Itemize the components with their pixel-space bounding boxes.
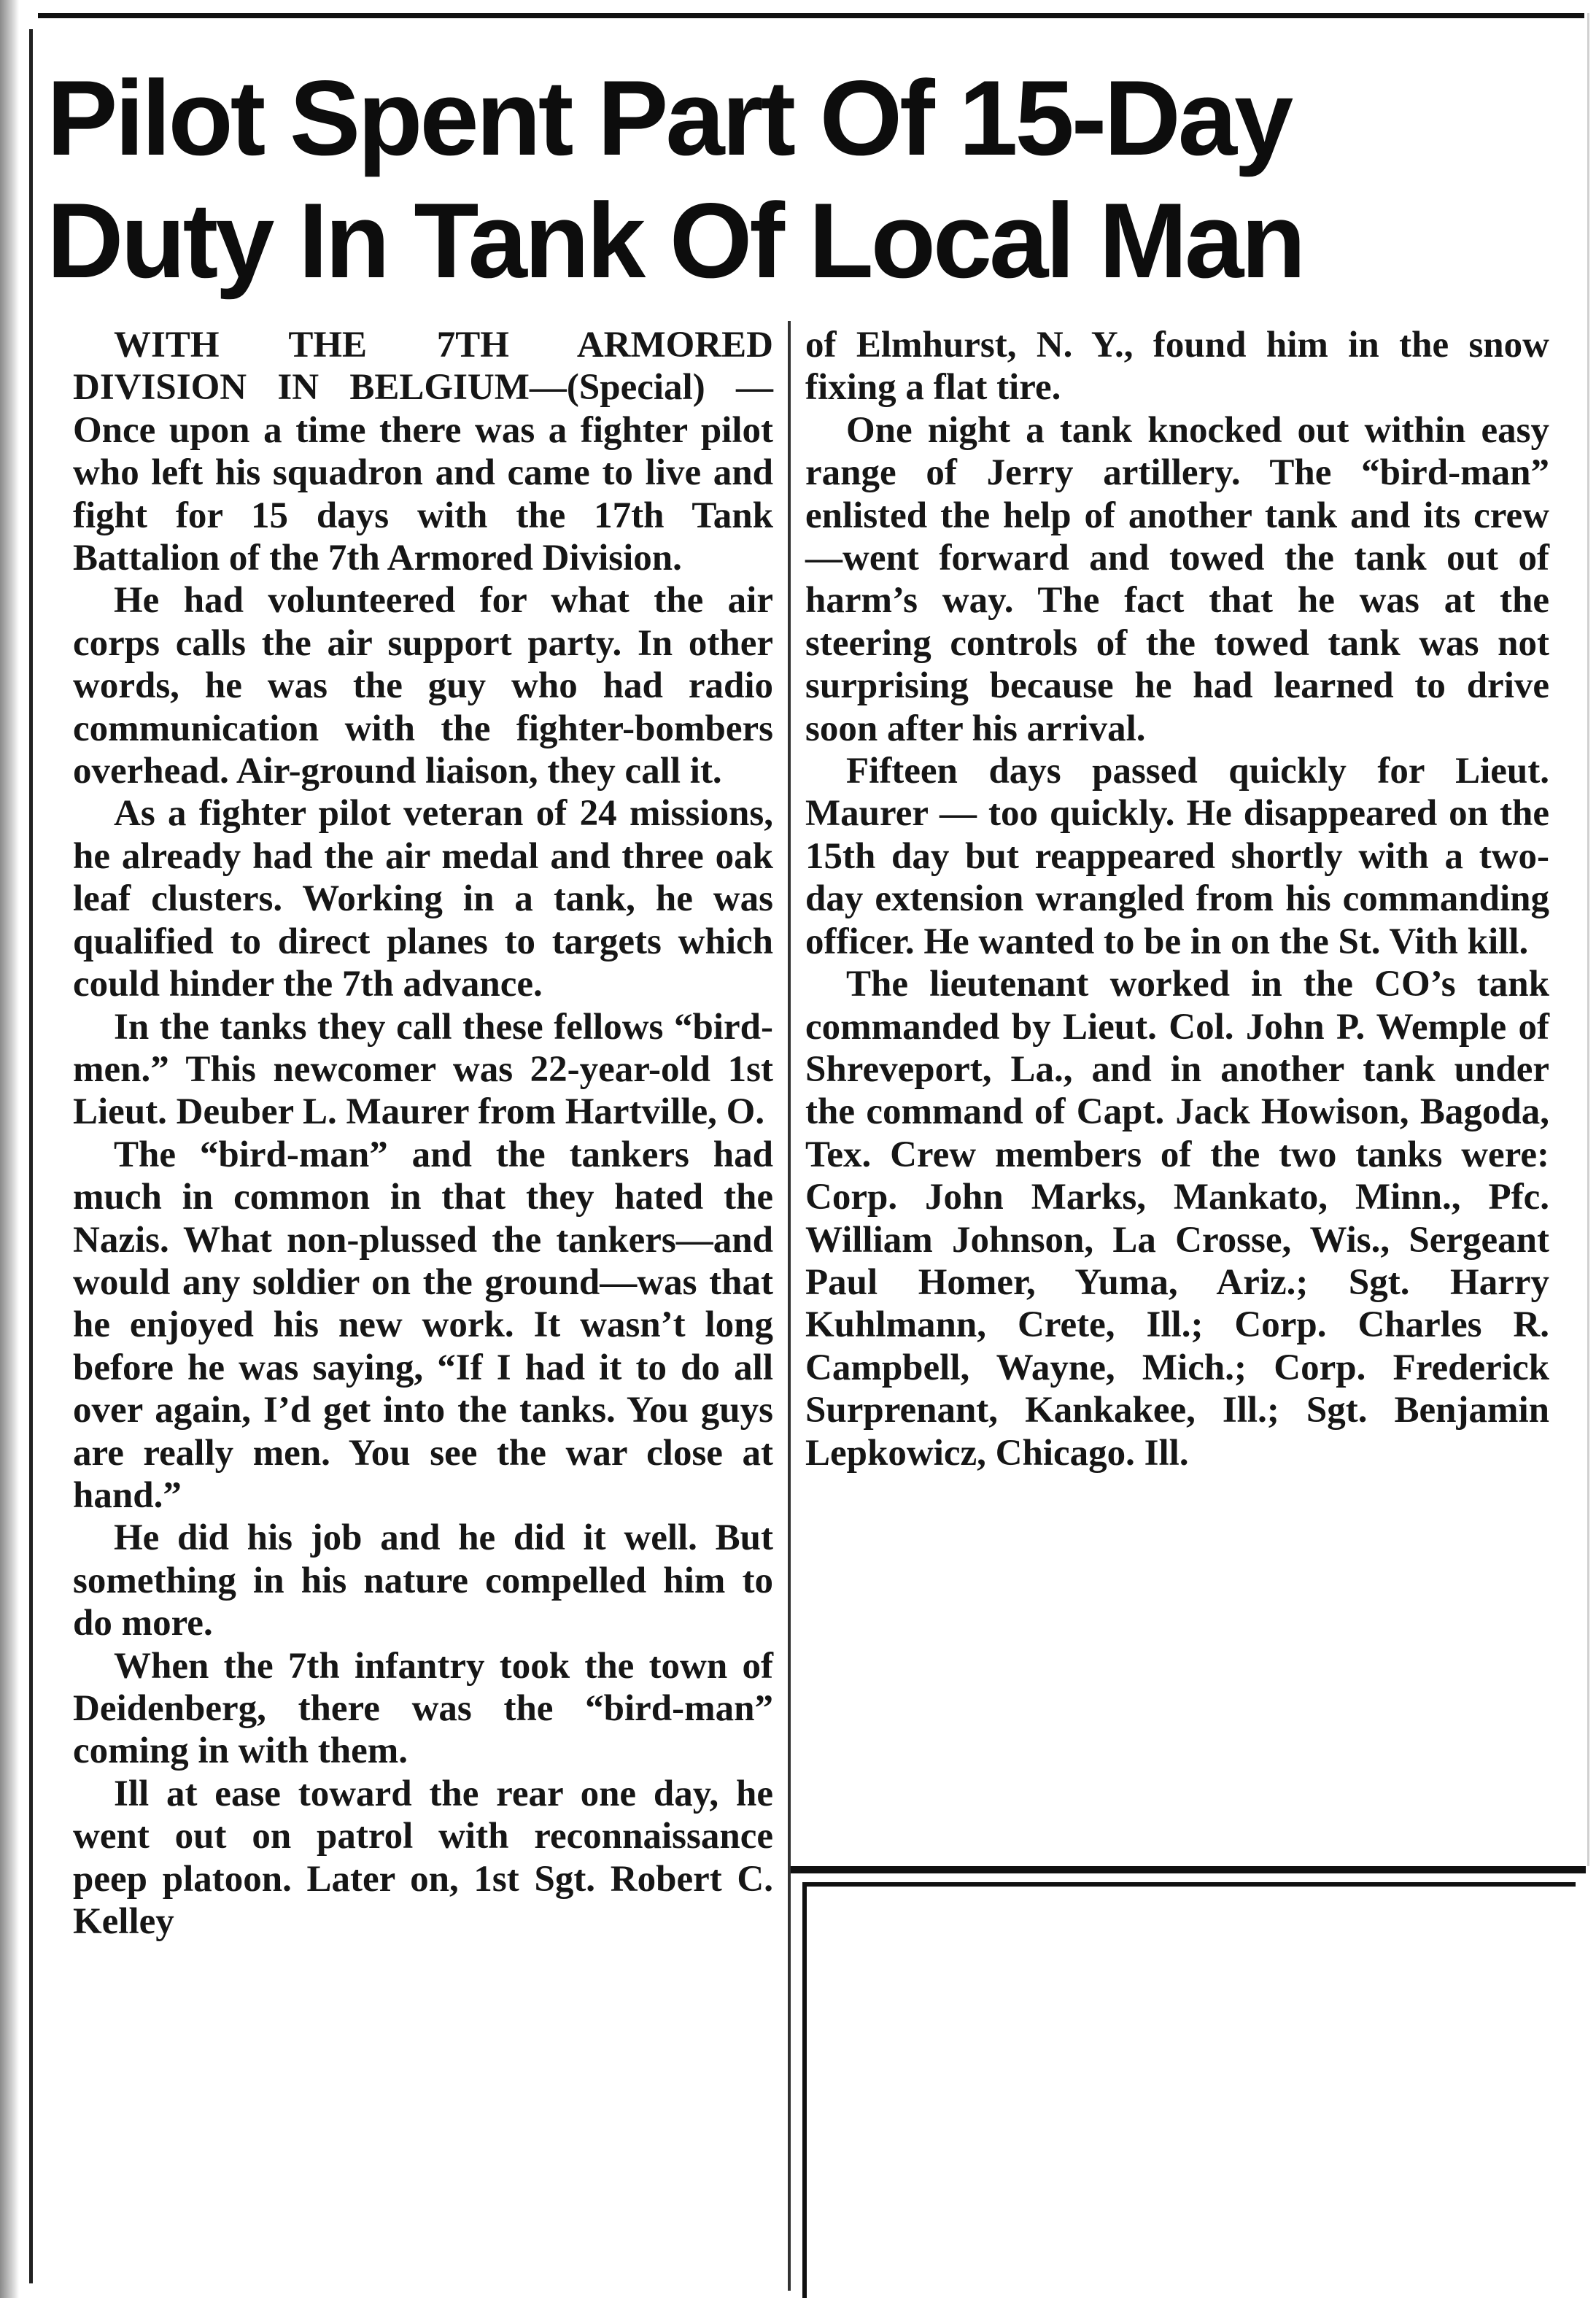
section-rule — [791, 1866, 1586, 1873]
page-edge-shadow — [0, 0, 19, 2298]
empty-box — [802, 1882, 1576, 2298]
article-paragraph: of Elmhurst, N. Y., found him in the snow fixing a flat tire. — [805, 325, 1549, 409]
article-paragraph: Ill at ease toward the rear one day, he went out on patrol with reconnaissance peep platoon. Later on, 1st Sgt. Robert C. Kelley — [73, 1773, 773, 1943]
article-paragraph: One night a tank knocked out within easy range of Jerry artillery. The “bird-man” enlisted the help of another tank and its crew —went forward and towed the tank out of harm’s way. The fact that he was at the steering controls of the towed tank was not surprising because he had learned to drive soon after his arrival. — [805, 409, 1549, 749]
headline-line-1: Pilot Spent Part Of 15-Day — [47, 58, 1291, 177]
article-column-left — [73, 324, 773, 1943]
article-paragraph: WITH THE 7TH ARMORED DIVISION IN BELGIUM—(Special) —Once upon a time there was a fighter pilot who left his squadron and came to live and fight for 15 days with the 17th Tank Battalion of the 7th Armored Division. — [73, 325, 773, 579]
headline — [47, 57, 1491, 302]
article-paragraph: The “bird-man” and the tankers had much in common in that they hated the Nazis. What non-plussed the tankers—and would any soldier on the ground—was that he enjoyed his new work. It wasn’t long before he was saying, “If I had it to do all over again, I’d get into the tanks. You guys are really men. You see the war close at hand.” — [73, 1134, 773, 1516]
article-paragraph: The lieutenant worked in the CO’s tank commanded by Lieut. Col. John P. Wemple of Shreveport, La., and in another tank under the command of Capt. Jack Howison, Bagoda, Tex. Crew members of the two tanks were: Corp. John Marks, Mankato, Minn., Pfc. William Johnson, La Crosse, Wis., Sergeant Paul Homer, Yuma, Ariz.; Sgt. Harry Kuhlmann, Crete, Ill.; Corp. Charles R. Campbell, Wayne, Mich.; Corp. Frederick Surprenant, Kankakee, Ill.; Sgt. Benjamin Lepkowicz, Chicago. Ill. — [805, 964, 1549, 1474]
top-rule — [38, 13, 1584, 18]
article-paragraph: He did his job and he did it well. But something in his nature compelled him to do more. — [73, 1517, 773, 1644]
right-edge — [1587, 13, 1589, 1866]
article-column-right — [805, 324, 1549, 1474]
article-paragraph: As a fighter pilot veteran of 24 missions, he already had the air medal and three oak leaf clusters. Working in a tank, he was qualified to direct planes to targets which could hinder the 7th advance. — [73, 793, 773, 1005]
article-paragraph: Fifteen days passed quickly for Lieut. Maurer — too quickly. He disappeared on the 15th day but reappeared shortly with a two-day extension wrangled from his commanding officer. He wanted to be in on the St. Vith kill. — [805, 751, 1549, 962]
headline-line-2: Duty In Tank Of Local Man — [47, 181, 1303, 300]
column-divider — [788, 321, 791, 2291]
article-paragraph: He had volunteered for what the air corps calls the air support party. In other words, he was the guy who had radio communication with the fighter-bombers overhead. Air-ground liaison, they call it. — [73, 580, 773, 792]
article-paragraph: When the 7th infantry took the town of Deidenberg, there was the “bird-man” coming in with them. — [73, 1645, 773, 1772]
left-rule — [29, 29, 33, 2283]
article-paragraph: In the tanks they call these fellows “bird-men.” This newcomer was 22-year-old 1st Lieut. Deuber L. Maurer from Hartville, O. — [73, 1006, 773, 1133]
